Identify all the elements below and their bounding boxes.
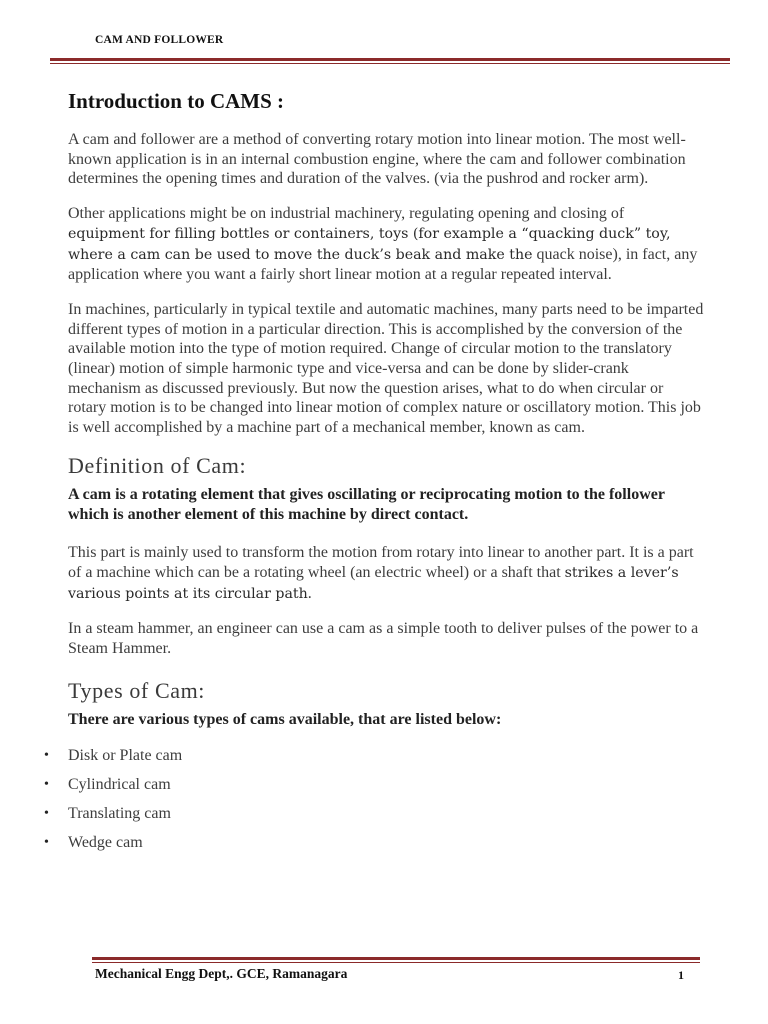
- list-item-label: Cylindrical cam: [68, 775, 171, 793]
- definition-paragraph-1-part-a: This part is mainly used to transform the motion from rotary into linear to another part. It is a part of a machine which can be a rotating wheel (an electric wheel) or a shaft that: [68, 544, 694, 581]
- intro-paragraph-3: In machines, particularly in typical textile and automatic machines, many parts need to be imparted different types of motion in a particular direction. This is accomplished by the conversion of the available motion into the type of motion required. Change of circular motion to the translatory (linear) motion of simple harmonic type and vice-versa and can be done by slider-crank mechanism as discussed previously. But now the question arises, what to do when circular or rotary motion is to be changed into linear motion of complex nature or oscillatory motion. This job is well accomplished by a machine part of a mechanical member, known as cam.: [68, 300, 704, 437]
- bullet-icon: •: [44, 776, 49, 792]
- bullet-icon: •: [44, 805, 49, 821]
- cam-types-list: [44, 746, 704, 852]
- types-heading: Types of Cam:: [68, 677, 206, 703]
- page-body: [44, 88, 704, 862]
- intro-paragraph-2-part-a: Other applications might be on industrial machinery, regulating opening and closing of: [68, 205, 625, 223]
- footer-rule-thin: [92, 962, 700, 963]
- running-head: CAM AND FOLLOWER: [95, 34, 224, 46]
- definition-paragraph-1: [68, 543, 704, 604]
- list-item: [44, 775, 704, 794]
- footer-department: Mechanical Engg Dept,. GCE, Ramanagara: [95, 966, 348, 981]
- page-number: 1: [678, 968, 684, 982]
- definition-paragraph-1-part-c: .: [307, 584, 312, 602]
- intro-paragraph-1: A cam and follower are a method of converting rotary motion into linear motion. The most well-known application is in an internal combustion engine, where the cam and follower combination determines the opening times and duration of the valves. (via the pushrod and rocker arm).: [68, 131, 686, 188]
- bullet-icon: •: [44, 834, 49, 850]
- definition-statement: A cam is a rotating element that gives oscillating or reciprocating motion to the follower which is another element of this machine by direct contact.: [68, 485, 665, 523]
- types-subheading: There are various types of cams available, that are listed below:: [68, 710, 502, 728]
- list-item-label: Translating cam: [68, 804, 171, 822]
- list-item: [44, 746, 704, 765]
- bullet-icon: •: [44, 747, 49, 763]
- footer-rule: [92, 957, 700, 960]
- definition-paragraph-2: In a steam hammer, an engineer can use a cam as a simple tooth to deliver pulses of the power to a Steam Hammer.: [68, 620, 699, 658]
- intro-paragraph-2-part-c: quack noise), in fact, any application where you want a fairly short linear motion at a regular repeated interval.: [68, 245, 698, 284]
- definition-heading: Definition of Cam:: [68, 452, 247, 478]
- definition-paragraph-1-part-b: strikes a lever’s various points at its circular path: [68, 564, 679, 602]
- list-item-label: Wedge cam: [68, 833, 143, 851]
- intro-heading: Introduction to CAMS :: [68, 89, 285, 113]
- list-item: [44, 833, 704, 852]
- header-rule-thin: [50, 63, 730, 64]
- intro-paragraph-2-part-b: equipment for filling bottles or containers, toys (for example a “quacking duck” toy, where a cam can be used to move the duck’s beak and make the: [68, 225, 671, 263]
- intro-paragraph-2: [68, 204, 704, 285]
- list-item-label: Disk or Plate cam: [68, 746, 183, 764]
- header-rule: [50, 58, 730, 61]
- list-item: [44, 804, 704, 823]
